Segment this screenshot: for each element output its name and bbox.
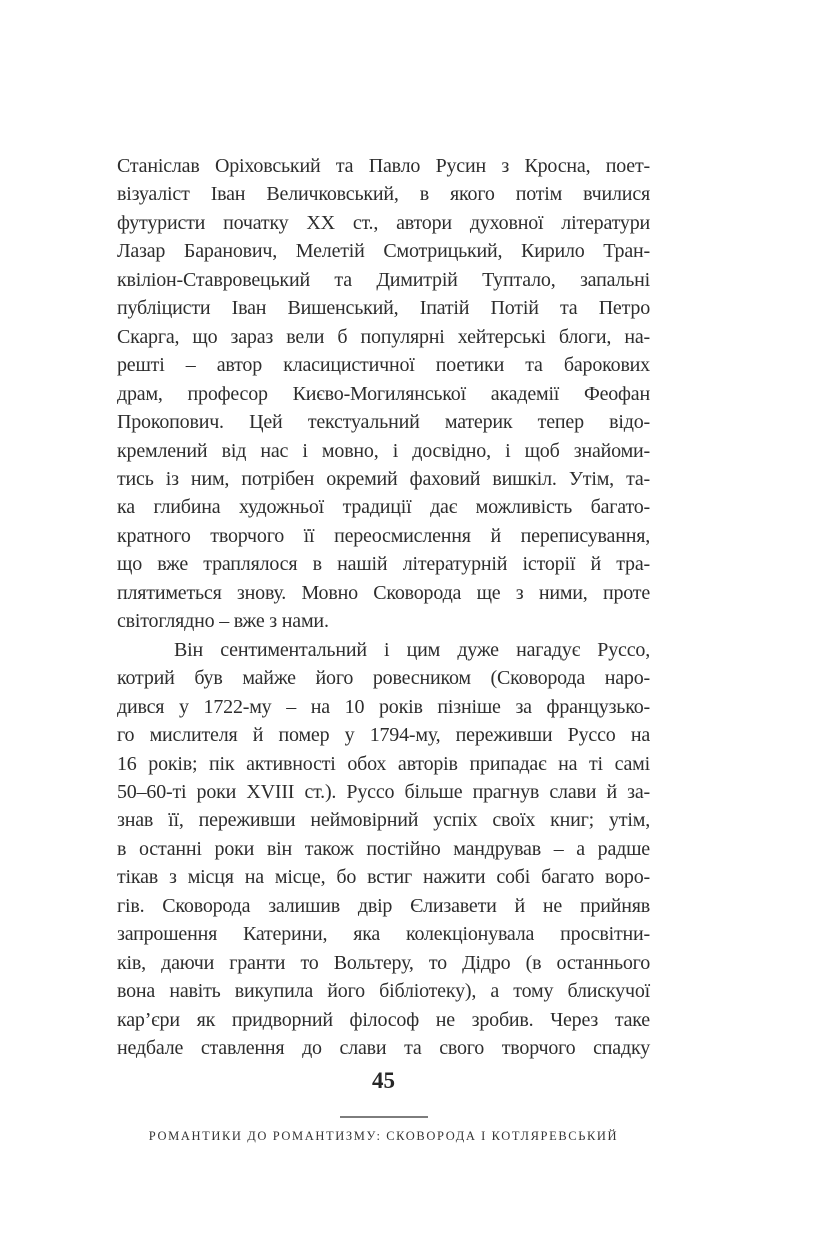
text-line: Він сентиментальний і цим дуже нагадує Руссо,: [174, 638, 650, 661]
text-line: Станіслав Оріховський та Павло Русин з Кросна, поет-: [117, 155, 650, 177]
text-line: в останні роки він також постійно мандрував – а радше: [117, 837, 650, 860]
text-line: тікав з місця на місце, бо встиг нажити собі багато воро-: [117, 866, 650, 889]
text-line: кар’єри як придворний філософ не зробив. Через таке: [117, 1008, 650, 1031]
text-line: 16 років; пік активності обох авторів припадає на ті самі: [117, 752, 650, 775]
text-line: дився у 1722-му – на 10 років пізніше за французько-: [117, 695, 650, 718]
page-number: 45: [372, 1068, 395, 1093]
text-line: публіцисти Іван Вишенський, Іпатій Потій та Петро: [117, 297, 650, 320]
text-line: решті – автор класицистичної поетики та барокових: [117, 354, 650, 377]
text-line: футуристи початку XX ст., автори духовної літератури: [117, 211, 650, 234]
text-line: що вже траплялося в нашій літературній історії й тра-: [117, 553, 650, 576]
footer-divider: [340, 1116, 428, 1118]
text-line: недбале ставлення до слави та свого творчого спадку: [117, 1037, 650, 1060]
text-line: драм, професор Києво-Могилянської академії Феофан: [117, 382, 650, 405]
text-line: плятиметься знову. Мовно Сковорода ще з ними, проте: [117, 581, 650, 604]
text-line: тись із ним, потрібен окремий фаховий вишкіл. Утім, та-: [117, 467, 650, 490]
text-line: кратного творчого її переосмислення й переписування,: [117, 524, 650, 547]
text-line: світоглядно – вже з нами.: [117, 610, 329, 633]
text-line: гів. Сковорода залишив двір Єлизавети й не прийняв: [117, 894, 650, 917]
text-line: Скарга, що зараз вели б популярні хейтерські блоги, на-: [117, 325, 650, 348]
text-line: го мислителя й помер у 1794-му, переживши Руссо на: [117, 724, 650, 747]
text-line: квіліон-Ставровецький та Димитрій Туптало, запальні: [117, 268, 650, 291]
text-line: Прокопович. Цей текстуальний материк тепер відо-: [117, 411, 650, 434]
running-footer: РОМАНТИКИ ДО РОМАНТИЗМУ: СКОВОРОДА І КОТЛЯРЕВСЬКИЙ: [148, 1129, 619, 1143]
text-line: ка глибина художньої традиції дає можливість багато-: [117, 496, 650, 519]
text-line: 50–60-ті роки XVIII ст.). Руссо більше прагнув слави й за-: [117, 780, 650, 803]
text-line: кремлений від нас і мовно, і досвідно, і щоб знайоми-: [117, 439, 650, 462]
page-text: [117, 152, 650, 1063]
text-line: Лазар Баранович, Мелетій Смотрицький, Кирило Тран-: [117, 240, 650, 263]
text-line: знав її, переживши неймовірний успіх своїх книг; утім,: [117, 809, 650, 832]
text-line: візуаліст Іван Величковський, в якого потім вчилися: [117, 183, 650, 206]
text-line: ків, даючи гранти то Вольтеру, то Дідро (в останнього: [117, 951, 650, 974]
text-line: котрий був майже його ровесником (Сковорода наро-: [117, 667, 650, 690]
text-line: вона навіть викупила його бібліотеку), а тому блискучої: [117, 980, 650, 1003]
text-line: запрошення Катерини, яка колекціонувала просвітни-: [117, 923, 650, 946]
